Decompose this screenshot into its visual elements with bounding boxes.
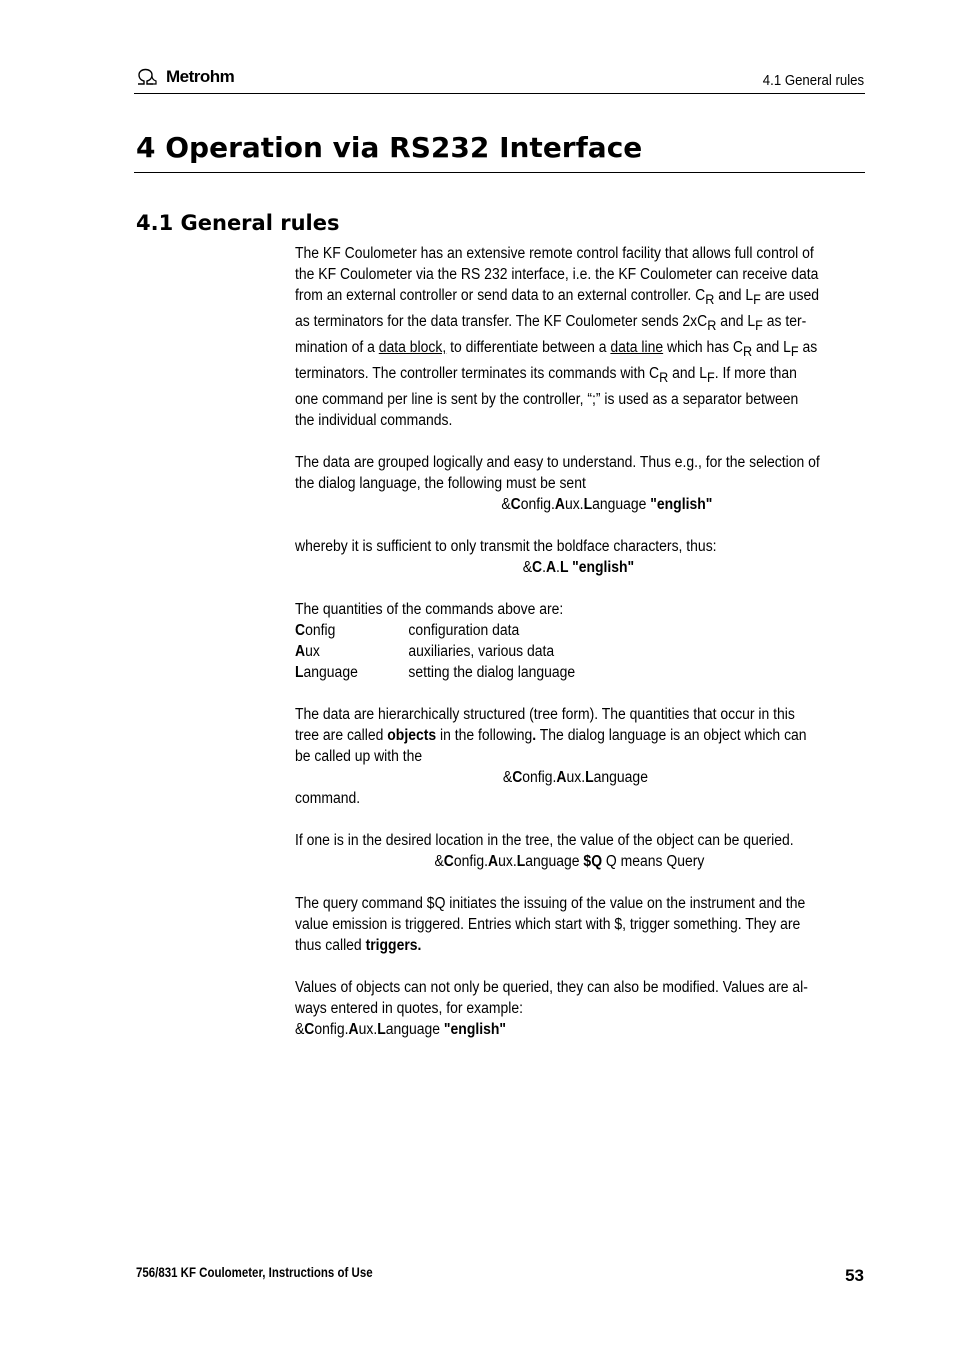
command-example-short: &C.A.L "english" <box>522 559 635 576</box>
text-line: the dialog language, the following must be sent <box>295 475 586 492</box>
paragraph-terminators <box>295 243 865 431</box>
quantities-table <box>295 620 865 683</box>
paragraph-triggers <box>295 893 865 956</box>
paragraph-objects <box>295 704 865 767</box>
text-line: as terminators for the data transfer. The KF Coulometer sends 2xCR and LF as ter- <box>295 313 807 333</box>
omega-logo-icon <box>136 68 162 86</box>
text-line: The KF Coulometer has an extensive remote control facility that allows full control of <box>295 245 814 262</box>
command-example-modify: &Config.Aux.Language "english" <box>295 1021 507 1038</box>
data-line-link: data line <box>610 339 664 356</box>
page-number: 53 <box>845 1266 864 1285</box>
section-title: 4.1 General rules <box>136 211 340 235</box>
text-line: the individual commands. <box>295 412 453 429</box>
quantity-row: Language setting the dialog language <box>295 664 576 681</box>
paragraph-boldface: whereby it is sufficient to only transmit the boldface characters, thus: <box>295 538 717 555</box>
paragraph-query: If one is in the desired location in the tree, the value of the object can be queried. <box>295 832 794 849</box>
chapter-rule <box>134 172 865 173</box>
header-section-ref: 4.1 General rules <box>762 72 864 89</box>
paragraph-modify <box>295 977 865 1019</box>
quantities-intro: The quantities of the commands above are: <box>295 601 564 618</box>
text-line: Values of objects can not only be queried, they can also be modified. Values are al- <box>295 979 808 996</box>
text-line: the KF Coulometer via the RS 232 interface, i.e. the KF Coulometer can receive data <box>295 266 819 283</box>
command-example-object: &Config.Aux.Language <box>502 769 648 786</box>
text-line: one command per line is sent by the controller, “;” is used as a separator between <box>295 391 799 408</box>
logo-text: Metrohm <box>166 67 235 86</box>
text-line: mination of a data block, to differentiate between a data line which has CR and LF as <box>295 339 818 359</box>
command-word: command. <box>295 790 361 807</box>
data-block-link: data block, <box>378 339 447 356</box>
text-line: ways entered in quotes, for example: <box>295 1000 523 1017</box>
header-rule <box>134 93 865 94</box>
footer-doc-title: 756/831 KF Coulometer, Instructions of Use <box>136 1265 373 1280</box>
command-example-full: &Config.Aux.Language "english" <box>501 496 713 513</box>
body-text <box>295 243 865 1040</box>
text-line: be called up with the <box>295 748 423 765</box>
text-line: tree are called objects in the following. The dialog language is an object which can <box>295 727 807 744</box>
text-line: terminators. The controller terminates its commands with CR and LF. If more than <box>295 365 797 385</box>
quantity-row: Config configuration data <box>295 622 520 639</box>
text-line: The data are hierarchically structured (tree form). The quantities that occur in this <box>295 706 795 723</box>
paragraph-grouping <box>295 452 865 494</box>
command-example-query: &Config.Aux.Language $Q Q means Query <box>434 853 705 870</box>
quantity-row: Aux auxiliaries, various data <box>295 643 555 660</box>
text-line: The query command $Q initiates the issuing of the value on the instrument and the <box>295 895 806 912</box>
text-line: from an external controller or send data to an external controller. CR and LF are used <box>295 287 819 307</box>
chapter-title: 4 Operation via RS232 Interface <box>136 131 643 164</box>
text-line: value emission is triggered. Entries which start with $, trigger something. They are <box>295 916 801 933</box>
text-line: The data are grouped logically and easy to understand. Thus e.g., for the selection of <box>295 454 820 471</box>
metrohm-logo <box>136 67 234 87</box>
text-line: thus called triggers. <box>295 937 422 954</box>
